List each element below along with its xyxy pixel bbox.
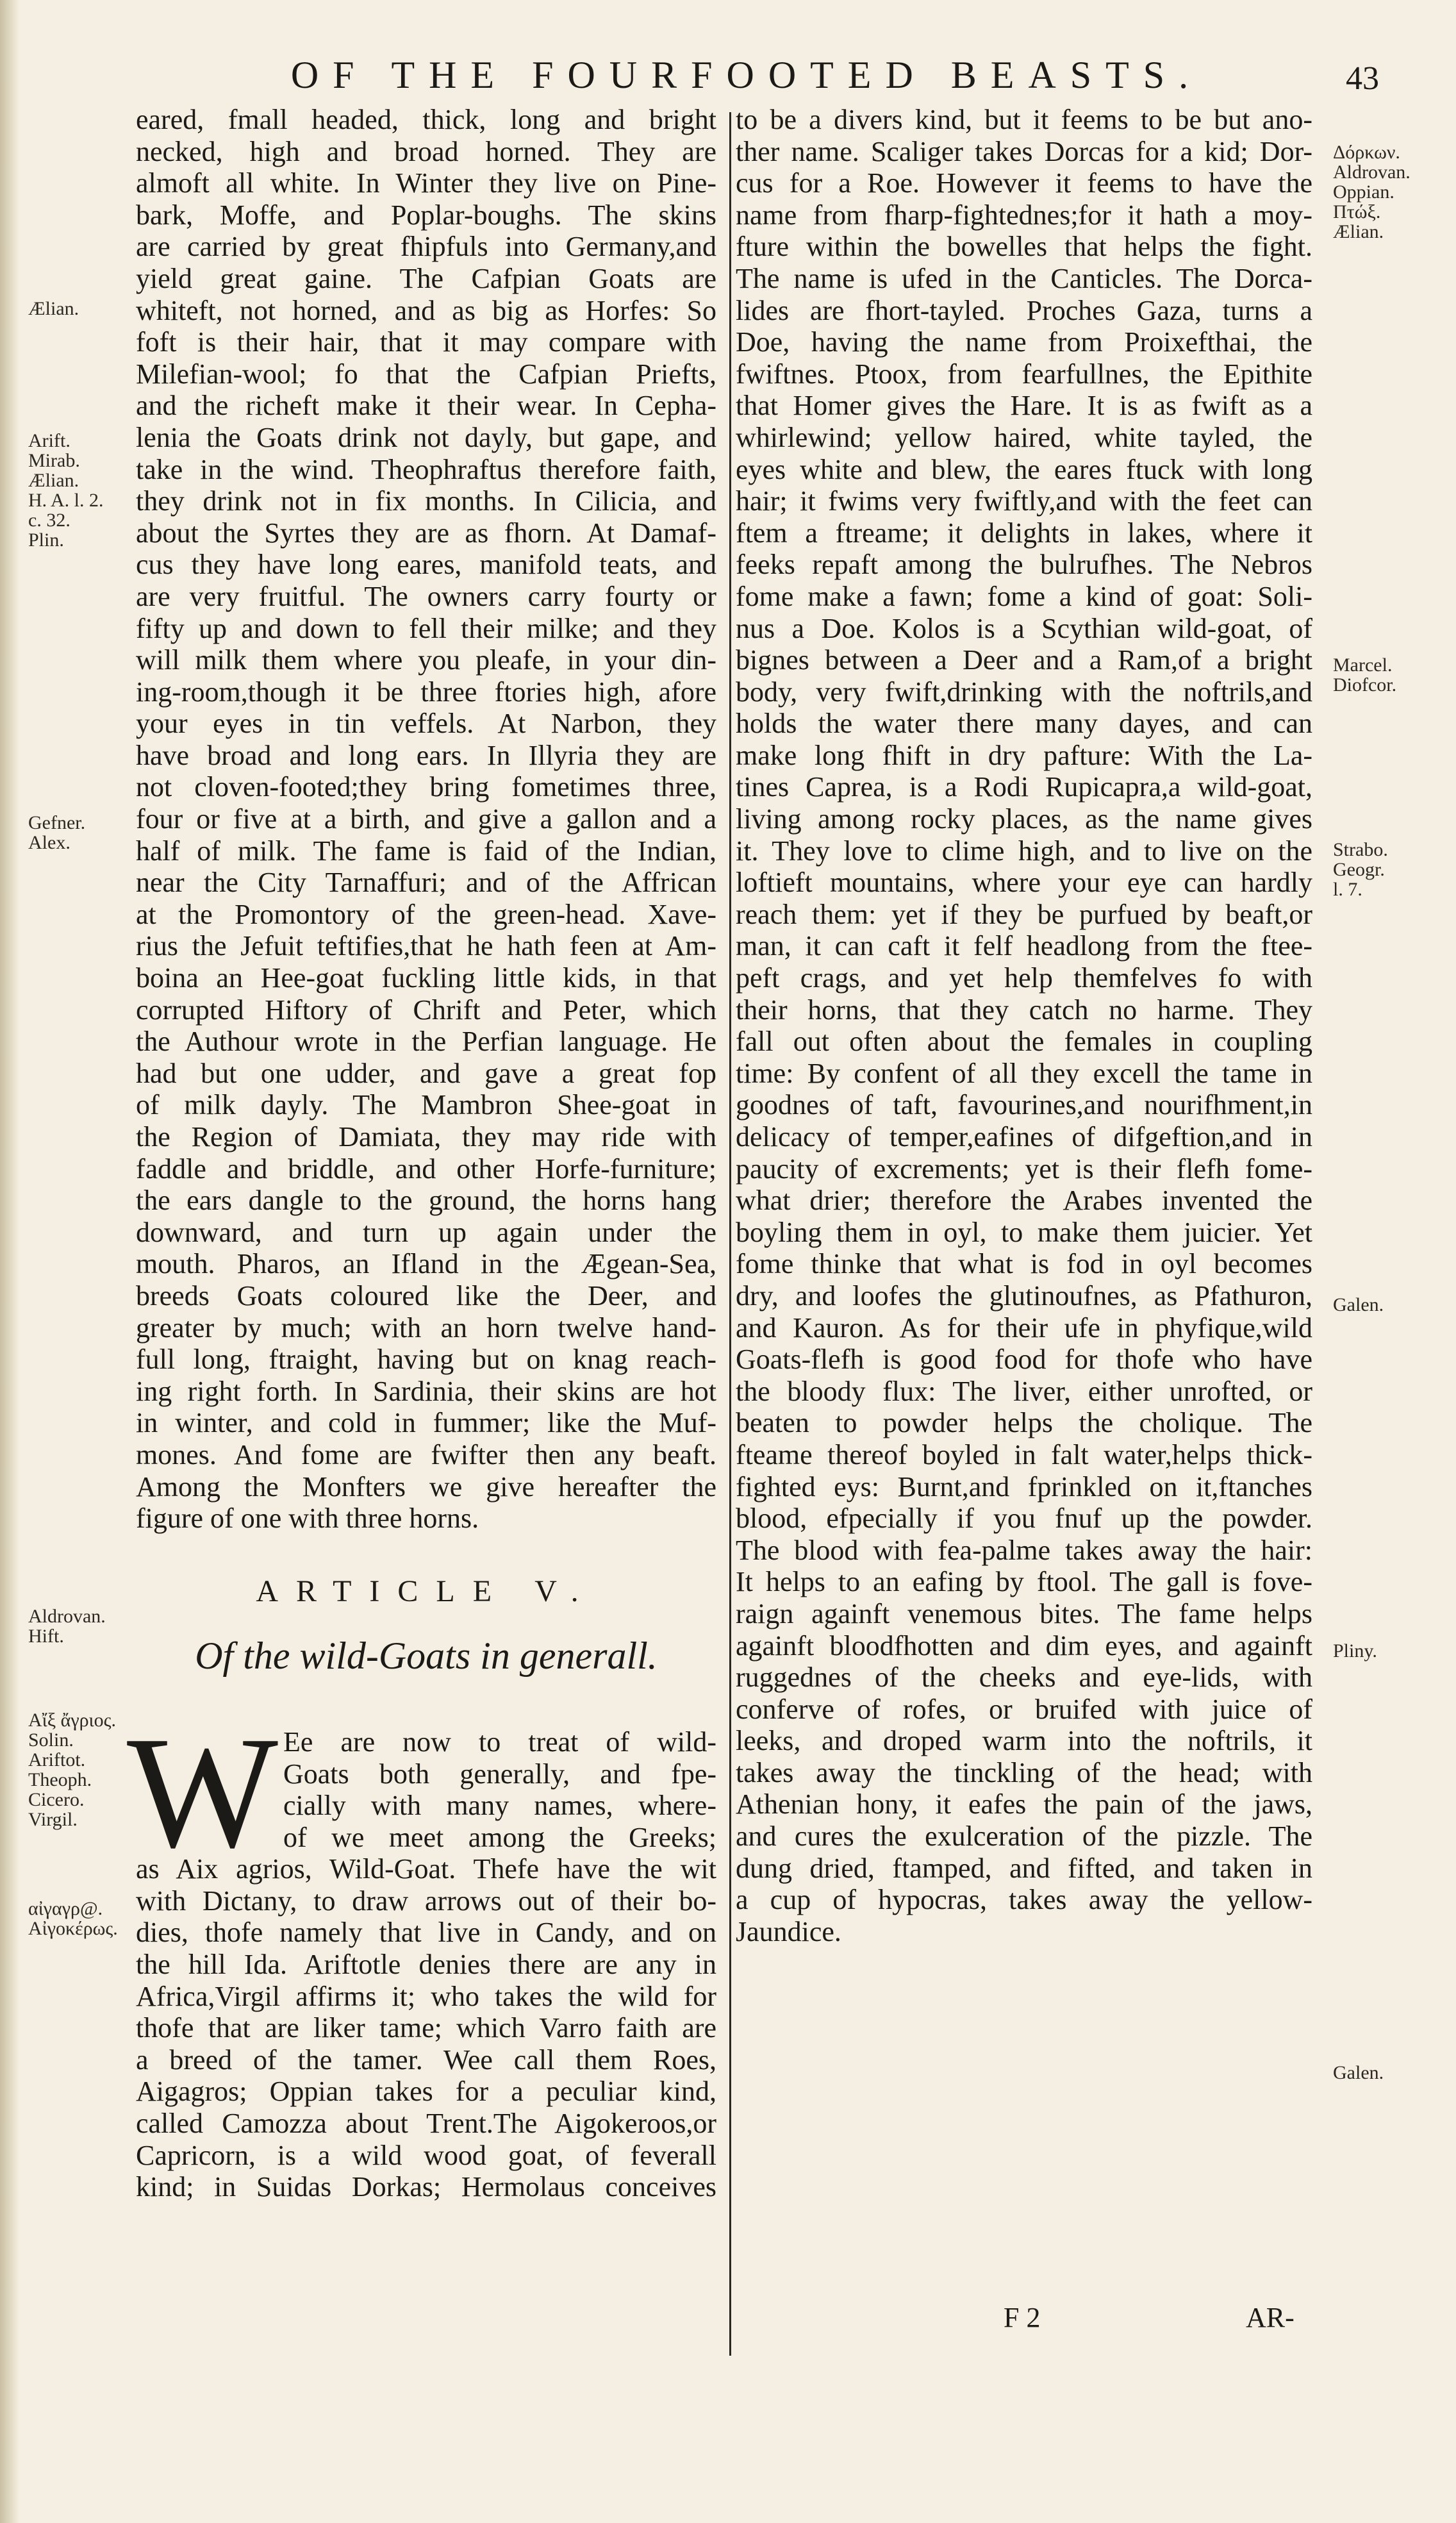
text-line: fome make a fawn; fome a kind of goat: Soli- (736, 580, 1312, 612)
text-line: whirlewind; yellow haired, white tayled, the (736, 421, 1312, 453)
text-line: make long fhift in dry pafture: With the La- (736, 739, 1312, 771)
margin-note-line: Ælian. (1333, 221, 1384, 242)
left-column-text-bottom (136, 1853, 716, 2203)
text-line: eared, fmall headed, thick, long and bright (136, 104, 716, 135)
spacer (136, 1535, 716, 1567)
text-line: hair; it fwims very fwiftly,and with the feet can (736, 485, 1312, 517)
text-line: the bloody flux: The liver, either unrofted, or (736, 1375, 1312, 1407)
text-line: greater by much; with an horn twelve hand- (136, 1311, 716, 1344)
text-line: and Kauron. As for their ufe in phyfique,wild (736, 1311, 1312, 1344)
text-line: the hill Ida. Ariftotle denies there are any in (136, 1949, 716, 1981)
article-heading: ARTICLE V. (256, 1574, 597, 1609)
text-line: what drier; therefore the Arabes invented the (736, 1185, 1312, 1217)
text-line: four or five at a birth, and give a gallon and a (136, 803, 716, 835)
margin-note-greek-block (28, 1899, 118, 1938)
text-line: goodnes of taft, favourines,and nourifhment,in (736, 1089, 1312, 1121)
text-line: lenia the Goats drink not dayly, but gape, and (136, 421, 716, 453)
text-line: ruggednes of the cheeks and eye-lids, with (736, 1661, 1312, 1694)
margin-note-marcel-block (1333, 655, 1396, 695)
text-line: as Aix agrios, Wild-Goat. Thefe have the wit (136, 1853, 716, 1885)
text-line: Jaundice. (736, 1915, 841, 1947)
text-line: of milk dayly. The Mambron Shee-goat in (136, 1089, 716, 1121)
text-line: It helps to an eafing by ftool. The gall is fove- (736, 1566, 1312, 1598)
text-line: beaten to powder helps the cholique. The (736, 1407, 1312, 1439)
text-line: Doe, having the name from Proixefthai, the (736, 326, 1312, 358)
text-line: and the richeft make it their wear. In Cepha- (136, 390, 716, 422)
margin-note-line: Ariftot. (28, 1749, 86, 1770)
margin-note-dorcas-block (1333, 142, 1410, 242)
text-line: leeks, and droped warm into the noftrils, it (736, 1725, 1312, 1757)
text-line: takes away the tinckling of the head; with (736, 1756, 1312, 1788)
text-line: conferve of rofes, or bruifed with juice of (736, 1693, 1312, 1725)
text-line: cially with many names, where- (283, 1790, 716, 1822)
text-line: full long, ftraight, having but on knag reach- (136, 1344, 716, 1376)
text-line: corrupted Hiftory of Chrift and Peter, which (136, 994, 716, 1026)
text-line: The name is ufed in the Canticles. The Dorca- (736, 262, 1312, 294)
margin-note-line: c. 32. (28, 510, 70, 531)
text-line: near the City Tarnaffuri; and of the Affrican (136, 867, 716, 899)
text-line: Aigagros; Oppian takes for a peculiar kind, (136, 2076, 716, 2108)
text-line: have broad and long ears. In Illyria they are (136, 739, 716, 771)
text-line: fture within the bowelles that helps the fight. (736, 231, 1312, 263)
margin-note-line: Aldrovan. (28, 1606, 106, 1627)
text-line: ing right forth. In Sardinia, their skins are hot (136, 1375, 716, 1407)
margin-note-line: Marcel. (1333, 654, 1393, 676)
text-line: ther name. Scaliger takes Dorcas for a kid; Dor- (736, 135, 1312, 167)
text-line: rius the Jefuit teftifies,that he hath feen at Am- (136, 930, 716, 962)
margin-note-aldrovan-block (28, 1606, 106, 1646)
margin-note-gesner-block (28, 813, 85, 853)
margin-note-solin-block (28, 1710, 116, 1829)
text-line: delicacy of temper,eafines of difgeftion,and in (736, 1121, 1312, 1153)
margin-note-line: Gefner. (28, 812, 86, 833)
margin-note-aelian: Ælian. (28, 298, 79, 319)
text-line: feeks repaft among the bulrufhes. The Nebros (736, 549, 1312, 581)
text-line: mouth. Pharos, an Ifland in the Ægean-Sea, (136, 1248, 716, 1280)
text-line: not cloven-footed;they bring fometimes three, (136, 771, 716, 803)
text-line: ing-room,though it be three ftories high, afore (136, 676, 716, 708)
text-line: Capricorn, is a wild wood goat, of feverall (136, 2139, 716, 2171)
margin-note-line: Cicero. (28, 1789, 85, 1810)
text-line: foft is their hair, that it may compare with (136, 326, 716, 358)
margin-note-line: αἰγαγρ@. (28, 1898, 103, 1919)
text-line: called Camozza about Trent.The Aigokeroos,or (136, 2108, 716, 2140)
text-line: fome thinke that what is fod in oyl becomes (736, 1248, 1312, 1280)
margin-note-line: Aἰγοκέρως. (28, 1918, 118, 1939)
text-line: Ee are now to treat of wild- (283, 1726, 716, 1758)
margin-note-line: Strabo. (1333, 839, 1388, 860)
margin-note-line: l. 7. (1333, 879, 1362, 900)
text-line: and cures the exulceration of the pizzle. The (736, 1820, 1312, 1853)
text-line: againft bloodfhotten and dim eyes, and againft (736, 1629, 1312, 1661)
text-line: dung dried, ftamped, and fifted, and taken in (736, 1852, 1312, 1884)
text-line: breeds Goats coloured like the Deer, and (136, 1279, 716, 1311)
margin-note-line: Aἴξ ἄγριος. (28, 1710, 117, 1731)
text-line: bignes between a Deer and a Ram,of a bright (736, 644, 1312, 676)
text-line: take in the wind. Theophraftus therefore faith, (136, 453, 716, 485)
margin-note-galen-second: Galen. (1333, 2062, 1384, 2083)
margin-note-line: Plin. (28, 529, 64, 551)
text-line: mones. And fome are fwifter then any beaft. (136, 1438, 716, 1470)
text-line: had but one udder, and gave a great fop (136, 1057, 716, 1089)
text-line: Athenian hony, it eafes the pain of the jaws, (736, 1788, 1312, 1820)
page-gutter-shadow (0, 0, 19, 2523)
catchword: AR- (1246, 2302, 1295, 2333)
column-divider-rule (729, 112, 731, 2356)
left-column (127, 104, 716, 2203)
right-column (736, 104, 1312, 1947)
text-line: Among the Monfters we give hereafter the (136, 1470, 716, 1503)
text-line: in winter, and cold in fummer; like the Muf- (136, 1407, 716, 1439)
text-line: at the Promontory of the green-head. Xave- (136, 898, 716, 930)
margin-note-line: Geogr. (1333, 859, 1385, 880)
text-line: about the Syrtes they are as fhorn. At Damaf- (136, 517, 716, 549)
margin-note-line: Δόρκων. (1333, 142, 1400, 163)
text-line: the ears dangle to the ground, the horns hang (136, 1185, 716, 1217)
signature-mark: F 2 (1004, 2302, 1041, 2333)
text-line: fteame thereof boyled in falt water,helps thick- (736, 1438, 1312, 1470)
text-line: kind; in Suidas Dorkas; Hermolaus conceives (136, 2171, 716, 2203)
text-line: it. They love to clime high, and to live on the (736, 835, 1312, 867)
text-line: peft crags, and yet help themfelves fo with (736, 962, 1312, 994)
text-line: nus a Doe. Kolos is a Scythian wild-goat, of (736, 612, 1312, 644)
text-line: Goats-flefh is good food for thofe who have (736, 1344, 1312, 1376)
margin-note-line: Πτώξ. (1333, 201, 1381, 222)
text-line: fwiftnes. Ptoox, from fearfullnes, the Epithite (736, 358, 1312, 390)
left-column-text-top (136, 104, 716, 1535)
text-line: Africa,Virgil affirms it; who takes the wild for (136, 1980, 716, 2012)
text-line: the Authour wrote in the Perfian language. He (136, 1026, 716, 1058)
text-line: figure of one with three horns. (136, 1503, 479, 1535)
text-line: are carried by great fhipfuls into Germany,and (136, 231, 716, 263)
text-line: are very fruitful. The owners carry fourty or (136, 580, 716, 612)
text-line: cus for a Roe. However it feems to have the (736, 167, 1312, 199)
text-line: to be a divers kind, but it feems to be but ano- (736, 104, 1312, 135)
text-line: whiteft, not horned, and as big as Horfes: So (136, 294, 716, 326)
text-line: a cup of hypocras, takes away the yellow- (736, 1884, 1312, 1916)
margin-note-galen: Galen. (1333, 1294, 1384, 1315)
text-line: blood, efpecially if you fnuf up the powder. (736, 1503, 1312, 1535)
text-line: will milk them where you pleafe, in your din- (136, 644, 716, 676)
text-line: ftem a ftreame; it delights in lakes, where it (736, 517, 1312, 549)
text-line: fighted eys: Burnt,and fprinkled on it,ftanches (736, 1470, 1312, 1503)
margin-note-line: Solin. (28, 1729, 74, 1751)
margin-note-line: Arift. (28, 430, 70, 451)
text-line: bark, Moffe, and Poplar-boughs. The skins (136, 199, 716, 231)
margin-note-aristotle-block (28, 431, 104, 550)
margin-note-line: Theoph. (28, 1769, 92, 1790)
text-line: fifty up and down to fell their milke; and they (136, 612, 716, 644)
text-line: The blood with fea-palme takes away the hair: (736, 1534, 1312, 1566)
drop-cap-letter: W (127, 1703, 278, 1881)
text-line: faddle and briddle, and other Horfe-furniture; (136, 1153, 716, 1185)
text-line: their horns, that they catch no harme. They (736, 994, 1312, 1026)
text-line: necked, high and broad horned. They are (136, 135, 716, 167)
text-line: man, it can caft it felf headlong from the ftee- (736, 930, 1312, 962)
text-line: boina an Hee-goat fuckling little kids, in that (136, 962, 716, 994)
text-line: cus they have long eares, manifold teats, and (136, 549, 716, 581)
text-line: Goats both generally, and fpe- (283, 1758, 716, 1790)
text-line: fall out often about the females in coupling (736, 1026, 1312, 1058)
text-line: thofe that are liker tame; which Varro faith are (136, 2012, 716, 2044)
article-subheading: Of the wild-Goats in generall. (195, 1635, 658, 1678)
text-line: time: By confent of all they excell the tame in (736, 1057, 1312, 1089)
text-line: body, very fwift,drinking with the noftrils,and (736, 676, 1312, 708)
text-line: raign againft venemous bites. The fame helps (736, 1597, 1312, 1629)
text-line: Milefian-wool; fo that the Cafpian Priefts, (136, 358, 716, 390)
text-line: downward, and turn up again under the (136, 1216, 716, 1248)
margin-note-pliny: Pliny. (1333, 1640, 1377, 1661)
text-line: name from fharp-fightednes;for it hath a moy- (736, 199, 1312, 231)
text-line: half of milk. The fame is faid of the Indian, (136, 835, 716, 867)
margin-note-line: Alex. (28, 832, 70, 853)
text-line: eyes white and blew, the eares ftuck with long (736, 453, 1312, 485)
margin-note-line: Oppian. (1333, 181, 1394, 203)
text-line: dry, and loofes the glutinoufnes, as Pfathuron, (736, 1279, 1312, 1311)
margin-note-line: Hift. (28, 1626, 64, 1647)
margin-note-line: Virgil. (28, 1809, 78, 1830)
text-line: living among rocky places, as the name gives (736, 803, 1312, 835)
margin-note-line: Mirab. (28, 450, 80, 471)
margin-note-line: H. A. l. 2. (28, 490, 104, 511)
running-head: OF THE FOURFOOTED BEASTS. (290, 54, 1203, 96)
text-line: the Region of Damiata, they may ride with (136, 1121, 716, 1153)
text-line: that Homer gives the Hare. It is as fwift as a (736, 390, 1312, 422)
text-line: reach them: yet if they be purfued by beaft,or (736, 898, 1312, 930)
text-line: dies, thofe namely that live in Candy, and on (136, 1917, 716, 1949)
text-line: of we meet among the Greeks; (283, 1821, 716, 1853)
page-number: 43 (1346, 60, 1379, 97)
text-line: paucity of excrements; yet is their flefh fome- (736, 1153, 1312, 1185)
text-line: lides are fhort-tayled. Proches Gaza, turns a (736, 294, 1312, 326)
text-line: they drink not in fix months. In Cilicia, and (136, 485, 716, 517)
text-line: loftieft mountains, where your eye can hardly (736, 867, 1312, 899)
text-line: boyling them in oyl, to make them juicier. Yet (736, 1216, 1312, 1248)
text-line: almoft all white. In Winter they live on Pine- (136, 167, 716, 199)
text-line: with Dictany, to draw arrows out of their bo- (136, 1885, 716, 1917)
text-line: tines Caprea, is a Rodi Rupicapra,a wild-goat, (736, 771, 1312, 803)
margin-note-strabo-block (1333, 840, 1388, 899)
text-line: holds the water there many dayes, and can (736, 708, 1312, 740)
text-line: a breed of the tamer. Wee call them Roes, (136, 2044, 716, 2076)
margin-note-line: Aldrovan. (1333, 162, 1410, 183)
margin-note-line: Diofcor. (1333, 674, 1397, 695)
text-line: your eyes in tin veffels. At Narbon, they (136, 708, 716, 740)
text-line: yield great gaine. The Cafpian Goats are (136, 262, 716, 294)
margin-note-line: Ælian. (28, 470, 79, 491)
